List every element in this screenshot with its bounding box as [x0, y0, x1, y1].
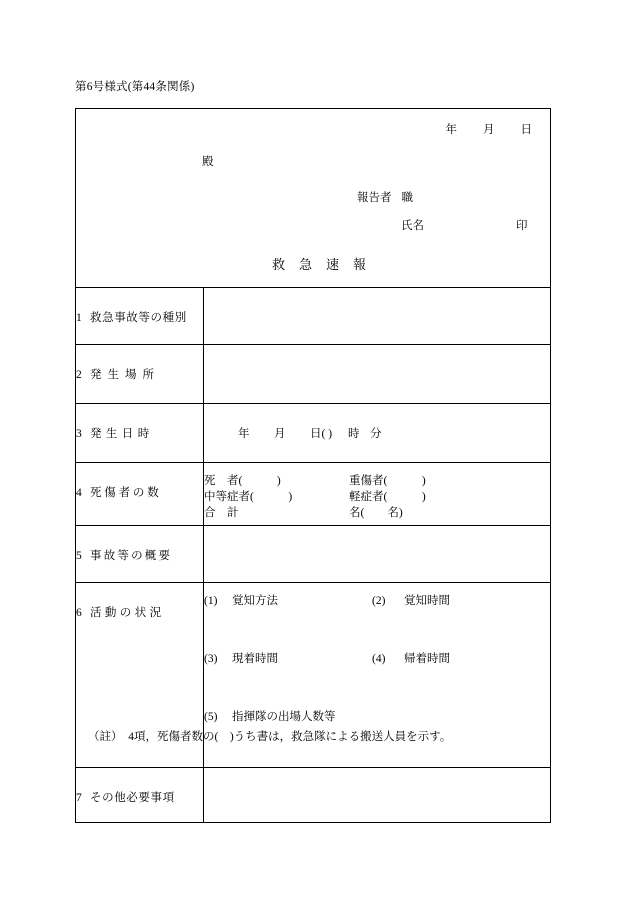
- casualty-total-value: 名( 名): [349, 507, 403, 519]
- row-value-summary[interactable]: [204, 526, 551, 583]
- row-value-location[interactable]: [204, 345, 551, 404]
- casualty-dead: 死 者( ): [204, 475, 281, 487]
- table-row: [76, 404, 551, 463]
- table-row: [76, 526, 551, 583]
- row-number-1: 1: [76, 312, 82, 324]
- activity-row: [204, 651, 550, 709]
- activity-text-4: 帰着時間: [404, 653, 450, 665]
- name-label: 氏名: [401, 220, 424, 232]
- datetime-year: 年: [238, 428, 250, 440]
- datetime-hour: 時: [348, 428, 360, 440]
- row-label-location: [76, 345, 204, 404]
- casualty-minor: 軽症者( ): [349, 491, 426, 503]
- row-number-3: 3: [76, 428, 82, 440]
- row-label-text-2: 発生場所: [90, 369, 160, 381]
- row-label-text-7: その他必要事項: [90, 792, 175, 804]
- header-date-day: 日: [520, 124, 532, 136]
- footnote: （註） 4項，死傷者数の( )うち書は，救急隊による搬送人員を示す。: [88, 731, 452, 743]
- table-row: [76, 463, 551, 526]
- activity-no-2: (2): [372, 595, 386, 607]
- emergency-report-form: [75, 108, 551, 823]
- row-label-text-5: 事故等の概要: [90, 550, 173, 562]
- activity-no-1: (1): [204, 595, 218, 607]
- name-line: [401, 217, 528, 233]
- addressee-suffix: 殿: [202, 156, 214, 168]
- row-label-other: [76, 768, 204, 823]
- activity-no-3: (3): [204, 653, 218, 665]
- row-label-incident-type: [76, 288, 204, 345]
- table-row: [76, 768, 551, 823]
- activity-row: [204, 593, 550, 651]
- row-number-6: 6: [76, 607, 82, 619]
- activity-text-3: 現着時間: [232, 653, 278, 665]
- activity-no-4: (4): [372, 653, 386, 665]
- form-number: 第6号様式(第44条関係): [75, 81, 195, 93]
- row-label-text-1: 救急事故等の種別: [90, 312, 187, 324]
- casualty-moderate: 中等症者( ): [204, 491, 293, 503]
- casualty-total-label: 合 計: [204, 507, 239, 519]
- header-date-month: 月: [483, 124, 495, 136]
- activity-text-5: 指揮隊の出場人数等: [232, 711, 336, 723]
- table-row: [76, 288, 551, 345]
- row-value-datetime[interactable]: [204, 404, 551, 463]
- casualty-line-3: [204, 505, 550, 521]
- row-label-text-6: 活動の状況: [90, 607, 165, 619]
- header-date-year: 年: [445, 124, 457, 136]
- reporter-line: [357, 189, 413, 205]
- row-label-text-4: 死傷者の数: [90, 487, 162, 499]
- header-date: [446, 121, 533, 137]
- reporter-position-label: 職: [401, 192, 413, 204]
- row-value-other[interactable]: [204, 768, 551, 823]
- activity-no-5: (5): [204, 711, 218, 723]
- activity-text-1: 覚知方法: [232, 595, 278, 607]
- header-row: [76, 109, 551, 288]
- header-cell: [76, 109, 551, 288]
- table-row: [76, 345, 551, 404]
- reporter-label: 報告者: [357, 192, 392, 204]
- activity-text-2: 覚知時間: [404, 595, 450, 607]
- row-number-5: 5: [76, 550, 82, 562]
- casualty-line-2: [204, 489, 550, 505]
- document-title: 救急速報: [271, 257, 380, 272]
- row-value-incident-type[interactable]: [204, 288, 551, 345]
- row-label-casualties: [76, 463, 204, 526]
- seal-label: 印: [516, 220, 528, 232]
- datetime-month: 月: [274, 428, 286, 440]
- row-number-4: 4: [76, 487, 82, 499]
- datetime-minute: 分: [370, 428, 382, 440]
- row-label-summary: [76, 526, 204, 583]
- datetime-day: 日( ): [310, 428, 333, 440]
- row-number-7: 7: [76, 792, 82, 804]
- row-label-datetime: [76, 404, 204, 463]
- row-label-text-3: 発生日時: [90, 428, 154, 440]
- casualty-severe: 重傷者( ): [349, 475, 426, 487]
- casualty-line-1: [204, 473, 550, 489]
- row-number-2: 2: [76, 369, 82, 381]
- row-value-casualties[interactable]: [204, 463, 551, 526]
